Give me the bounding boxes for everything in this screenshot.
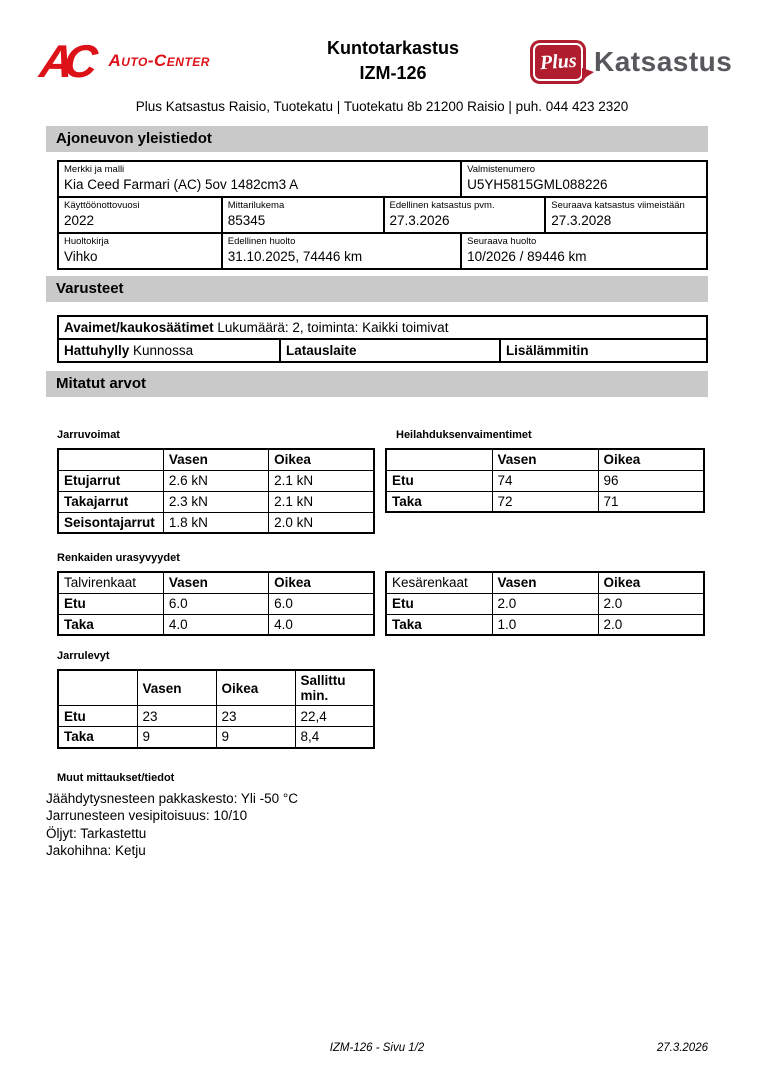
jarruvoimat-title: Jarruvoimat [57, 429, 120, 441]
cell-value: 6.0 [163, 593, 268, 614]
column-header: Oikea [269, 449, 374, 470]
auto-center-logo [37, 35, 256, 87]
table-row [59, 232, 706, 268]
cell-hattuhylly [59, 340, 279, 361]
table-row [386, 593, 704, 614]
cell-value: 2.0 kN [269, 512, 374, 533]
column-header: Oikea [598, 449, 704, 470]
measure-labels-row [46, 429, 708, 441]
cell-value: 6.0 [269, 593, 374, 614]
corner-cell [58, 670, 137, 706]
table-row [58, 614, 374, 635]
field-label: Lisälämmitin [505, 343, 589, 358]
field-value: Kia Ceed Farmari (AC) 5ov 1482cm3 A [64, 177, 299, 192]
field-value: 10/2026 / 89446 km [467, 249, 587, 264]
field-label: Huoltokirja [64, 236, 109, 247]
cell-kayttoonottovuosi [59, 198, 221, 232]
row-label: Takajarrut [58, 491, 163, 512]
auto-center-monogram-icon: AC [37, 35, 92, 87]
cell-value: 2.1 kN [269, 491, 374, 512]
column-header: Oikea [598, 572, 704, 593]
column-header: Vasen [163, 572, 268, 593]
field-label: Seuraava katsastus viimeistään [551, 200, 685, 211]
field-label: Edellinen katsastus pvm. [389, 200, 495, 211]
row-label: Taka [386, 491, 492, 512]
heilahduksenvaimentimet-title: Heilahduksenvaimentimet [396, 429, 532, 441]
row-label: Seisontajarrut [58, 512, 163, 533]
cell-value: 2.3 kN [163, 491, 268, 512]
cell-value: 96 [598, 470, 704, 491]
table-row [58, 706, 374, 727]
plus-katsastus-logo [530, 40, 733, 84]
table-header-row [386, 572, 704, 593]
auto-center-wordmark: Auto-Center [108, 51, 210, 70]
field-value: Kunnossa [133, 343, 194, 358]
row-label: Etu [58, 706, 137, 727]
katsastus-wordmark: Katsastus [594, 46, 733, 77]
field-label: Avaimet/kaukosäätimet [64, 320, 214, 335]
cell-value: 4.0 [269, 614, 374, 635]
table-row [59, 338, 706, 361]
footer-date: 27.3.2026 [656, 1042, 708, 1054]
row-label: Taka [58, 614, 163, 635]
table-header-row [386, 449, 704, 470]
brake-discs-row [57, 669, 708, 749]
column-header: Vasen [137, 670, 216, 706]
equipment-table [57, 315, 708, 363]
cell-value: 2.0 [492, 593, 598, 614]
cell-huoltokirja [59, 234, 221, 268]
field-value: 85345 [227, 213, 266, 228]
measurement-note: Jakohihna: Ketju [46, 843, 146, 858]
measurement-note: Jäähdytysnesteen pakkaskesto: Yli -50 °C [46, 790, 299, 806]
cell-value: 9 [137, 727, 216, 748]
kesarenkaat-table [385, 571, 705, 636]
row-label: Etu [58, 593, 163, 614]
cell-edellinen-katsastus [383, 198, 545, 232]
report-header [0, 0, 764, 86]
table-header-row [58, 670, 374, 706]
section-header-equipment: Varusteet [46, 276, 708, 302]
page-footer [46, 1042, 708, 1054]
table-row [58, 470, 374, 491]
table-row [58, 727, 374, 748]
corner-cell [386, 449, 492, 470]
tyres-row [57, 571, 708, 636]
corner-cell [58, 449, 163, 470]
table-title-cell: Kesärenkaat [386, 572, 492, 593]
cell-latauslaite [279, 340, 499, 361]
table-header-row [58, 449, 374, 470]
report-title-block [256, 36, 530, 86]
jarrulevyt-title: Jarrulevyt [57, 650, 110, 662]
cell-value: 72 [492, 491, 598, 512]
measurement-note: Öljyt: Tarkastettu [46, 825, 147, 841]
table-header-row [58, 572, 374, 593]
cell-merkki-ja-malli [59, 162, 460, 196]
field-label: Edellinen huolto [227, 236, 296, 247]
field-label: Seuraava huolto [467, 236, 537, 247]
station-address: Plus Katsastus Raisio, Tuotekatu | Tuotekatu 8b 21200 Raisio | puh. 044 423 2320 [135, 99, 629, 114]
field-value: 27.3.2026 [389, 213, 450, 228]
column-header: Sallittu min. [295, 670, 374, 706]
table-row [58, 593, 374, 614]
cell-seuraava-huolto [460, 234, 706, 268]
field-label: Merkki ja malli [64, 164, 125, 175]
table-row [59, 162, 706, 196]
column-header: Oikea [269, 572, 374, 593]
field-label: Mittarilukema [227, 200, 285, 211]
cell-value: 74 [492, 470, 598, 491]
field-label: Hattuhylly [64, 343, 130, 358]
cell-value: 1.0 [492, 614, 598, 635]
measurement-note: Jarrunesteen vesipitoisuus: 10/10 [46, 808, 248, 823]
table-row [386, 491, 704, 512]
cell-value: 2.6 kN [163, 470, 268, 491]
table-row [59, 317, 706, 338]
column-header: Oikea [216, 670, 295, 706]
table-row [58, 512, 374, 533]
field-value: 31.10.2025, 74446 km [227, 249, 363, 264]
table-row [59, 196, 706, 232]
plus-badge-text: Plus [538, 49, 578, 74]
cell-value: 2.1 kN [269, 470, 374, 491]
report-title: Kuntotarkastus [326, 38, 460, 58]
field-value: Lukumäärä: 2, toiminta: Kaikki toimivat [217, 320, 449, 335]
heilahduksenvaimentimet-table [385, 448, 705, 513]
field-value: U5YH5815GML088226 [467, 177, 608, 192]
field-label: Valmistenumero [467, 164, 536, 175]
row-label: Etu [386, 593, 492, 614]
talvirenkaat-table [57, 571, 375, 636]
cell-avaimet [59, 317, 706, 338]
field-value: 2022 [64, 213, 95, 228]
cell-valmistenumero [460, 162, 706, 196]
table-row [386, 614, 704, 635]
field-label: Latauslaite [285, 343, 357, 358]
section-header-general: Ajoneuvon yleistiedot [46, 126, 708, 152]
cell-mittarilukema [221, 198, 383, 232]
page-number: IZM-126 - Sivu 1/2 [329, 1042, 425, 1054]
cell-seuraava-katsastus [544, 198, 706, 232]
section-header-measured: Mitatut arvot [46, 371, 708, 397]
field-value: 27.3.2028 [551, 213, 612, 228]
row-label: Taka [386, 614, 492, 635]
cell-edellinen-huolto [221, 234, 460, 268]
general-info-table [57, 160, 708, 270]
cell-value: 71 [598, 491, 704, 512]
cell-value: 2.0 [598, 593, 704, 614]
cell-lisalammitin [499, 340, 706, 361]
jarruvoimat-table [57, 448, 375, 534]
column-header: Vasen [492, 449, 598, 470]
field-label: Käyttöönottovuosi [64, 200, 140, 211]
plus-badge-icon [530, 40, 586, 84]
cell-value: 8,4 [295, 727, 374, 748]
table-row [386, 470, 704, 491]
cell-value: 22,4 [295, 706, 374, 727]
row-label: Taka [58, 727, 137, 748]
renkaiden-urasyvyydet-title: Renkaiden urasyvyydet [57, 552, 180, 564]
cell-value: 4.0 [163, 614, 268, 635]
report-body [46, 126, 708, 860]
muut-mittaukset-lines [46, 790, 708, 860]
cell-value: 2.0 [598, 614, 704, 635]
report-registration-number: IZM-126 [359, 63, 427, 83]
cell-value: 9 [216, 727, 295, 748]
table-row [58, 491, 374, 512]
brakes-dampers-row [57, 448, 708, 534]
cell-value: 23 [216, 706, 295, 727]
field-value: Vihko [64, 249, 98, 264]
column-header: Vasen [163, 449, 268, 470]
cell-value: 1.8 kN [163, 512, 268, 533]
table-title-cell: Talvirenkaat [58, 572, 163, 593]
row-label: Etu [386, 470, 492, 491]
jarrulevyt-table [57, 669, 375, 749]
cell-value: 23 [137, 706, 216, 727]
column-header: Vasen [492, 572, 598, 593]
muut-mittaukset-title: Muut mittaukset/tiedot [57, 771, 175, 784]
row-label: Etujarrut [58, 470, 163, 491]
